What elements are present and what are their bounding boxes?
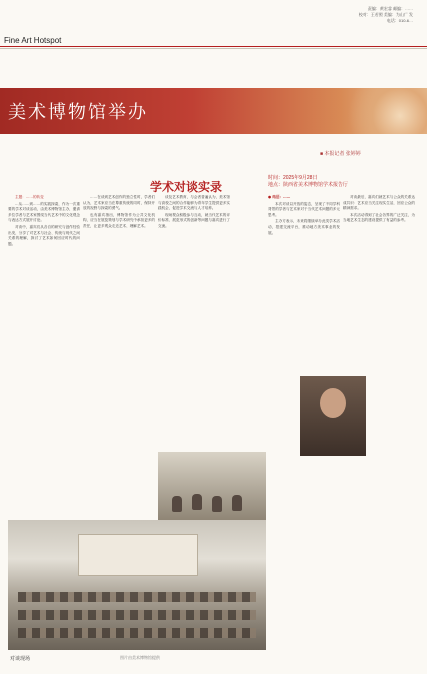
portrait-photo — [300, 376, 366, 456]
paragraph: 主题：……的转变 — [15, 195, 44, 199]
article-column-3 — [158, 195, 230, 445]
article-column-2 — [83, 195, 155, 231]
person-figure — [192, 494, 202, 510]
subheading: ● 结语：…… — [268, 195, 291, 199]
section-tag: Fine Art Hotspot — [4, 36, 62, 45]
projection-screen — [78, 534, 198, 576]
paragraph: ……在谈到艺术创作的独立性时，学者们认为，艺术家应当在尊重传统的同时，保持开放的视野与探索的勇气。 — [83, 195, 155, 211]
article-column-4 — [268, 195, 340, 237]
paragraph: 现场观众积极参与互动，就当代艺术的评价标准、展览形式的创新等问题与嘉宾进行了交流。 — [158, 212, 230, 228]
audience-row — [18, 628, 256, 638]
paragraph: 主办方表示，未来将继续举办此类学术活动，搭建交流平台，推动地方美术事业的发展。 — [268, 219, 340, 235]
paragraph: …从……到……的实践探索，作为一次重要的学术对谈活动，由美术博物馆主办，邀请多位学者与艺术家围绕当代艺术中的文化观念与表达方式展开讨论。 — [8, 201, 80, 223]
portrait-face — [320, 388, 346, 418]
banner-title: 美术博物馆举办 — [8, 102, 148, 123]
paragraph: 本次活动得到了社会各界的广泛关注，为当地艺术生态的建设提供了有益的参考。 — [343, 212, 415, 223]
paragraph: 本次对谈以开放的姿态，呈现了不同学科背景的学者与艺术家对于当代艺术问题的多元思考。 — [268, 201, 340, 217]
header-rule-thin — [0, 48, 427, 49]
paragraph: 对谈中，嘉宾们从各自的研究与创作经验出发，分享了对艺术与社会、传统与现代之间关系的理解，探讨了艺术如何回应时代的问题。 — [8, 224, 80, 246]
paragraph: 对谈最后，嘉宾们就艺术与公众的关系达成共识：艺术应当关注现实生活，回应公众的精神需求。 — [343, 195, 415, 211]
audience-row — [18, 610, 256, 620]
person-figure — [232, 495, 242, 511]
event-photo-main — [8, 520, 266, 650]
byline: ■ 本报记者 张婷婷 — [320, 151, 361, 157]
dateline: 时间：2025年9月28日 地点：陕西省美术博物馆学术报告厅 — [268, 175, 349, 188]
article-column-5 — [343, 195, 415, 225]
event-photo-small — [158, 452, 266, 522]
paragraph: 谈及艺术教育，与会者普遍认为，美术馆与高校之间的合作能够为青年学生提供更多实践机会，促进学术交流与人才培养。 — [158, 195, 230, 211]
audience-row — [18, 592, 256, 602]
person-figure — [172, 496, 182, 512]
article-column-1 — [8, 195, 80, 248]
banner-decoration — [337, 88, 427, 134]
photo-credit: 图片由美术博物馆提供 — [120, 655, 160, 660]
person-figure — [212, 496, 222, 512]
paragraph: 也有嘉宾指出，博物馆作为公共文化机构，应当在展览策划与学术研究中承担更多的责任，让更多观众走近艺术、理解艺术。 — [83, 212, 155, 228]
page-header — [0, 0, 427, 36]
editor-info: 责编：黄宏睿 邮编：…… 校对：王若照 美编：为山广 发 电话：010-6… — [358, 6, 413, 23]
photo-caption: 对谈现场 — [10, 656, 31, 662]
header-rule — [0, 46, 427, 47]
headline: 学术对谈实录 — [150, 180, 223, 194]
